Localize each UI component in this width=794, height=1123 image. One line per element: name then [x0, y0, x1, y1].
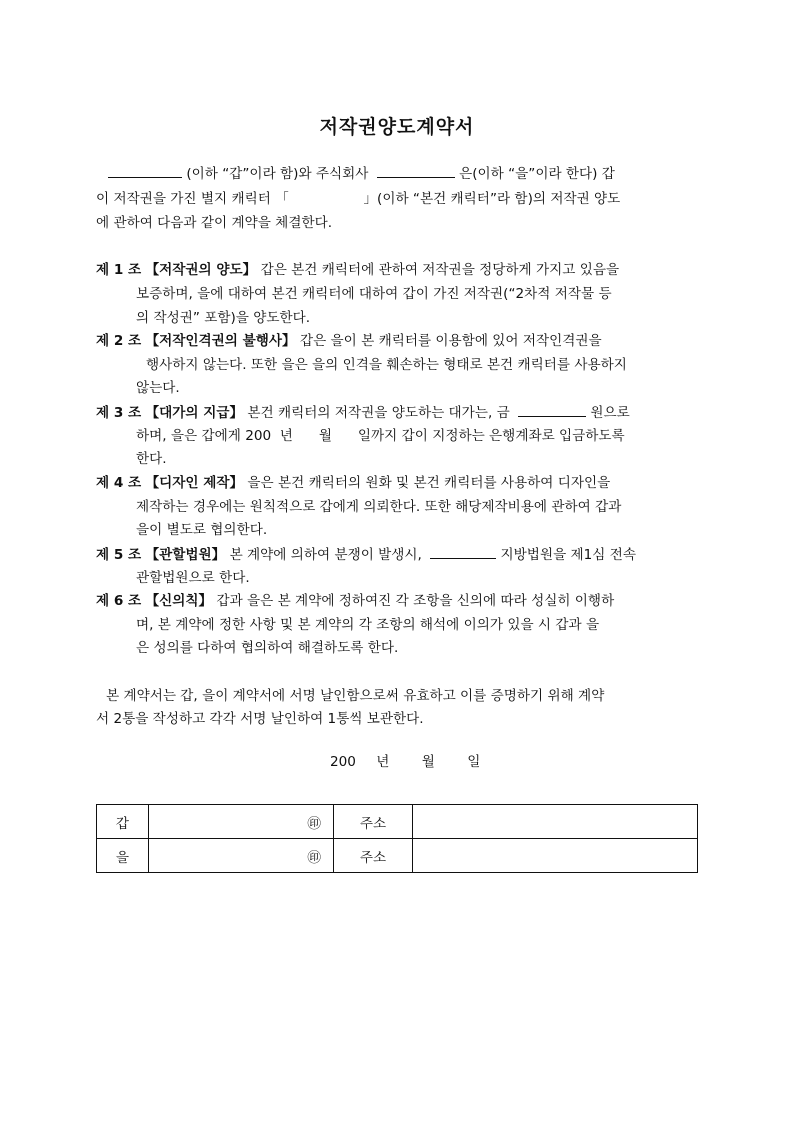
article-1-line-1	[96, 260, 698, 280]
article-3-label: 제 3 조	[96, 405, 142, 421]
intro-line-2-a: 이 저작권을 가진 별지 캐릭터 「	[96, 191, 289, 207]
article-3-text-1b: 원으로	[590, 405, 630, 421]
article-6-heading: 【신의칙】	[145, 593, 213, 609]
article-5-text-1: 본 계약에 의하여 분쟁이 발생시,	[229, 547, 422, 563]
article-1-label: 제 1 조	[96, 262, 142, 278]
date-year: 200	[330, 754, 356, 770]
article-2-heading: 【저작인격권의 불행사】	[145, 333, 296, 349]
table-row	[97, 805, 698, 839]
article-5-label: 제 5 조	[96, 547, 142, 563]
article-4-line-3: 을이 별도로 협의한다.	[136, 522, 268, 538]
article-6-line-1	[96, 591, 698, 611]
contract-date	[330, 752, 480, 772]
date-month-unit: 월	[421, 754, 435, 770]
article-3-line-3: 한다.	[136, 451, 167, 467]
date-year-unit: 년	[376, 754, 390, 770]
article-1-heading: 【저작권의 양도】	[145, 262, 257, 278]
article-4-line-1	[96, 473, 698, 493]
article-3-line-1	[96, 402, 698, 423]
document-title: 저작권양도계약서	[319, 116, 475, 138]
payment-amount-blank[interactable]	[518, 402, 586, 417]
article-2-line-2: 행사하지 않는다. 또한 을은 을의 인격을 훼손하는 형태로 본건 캐릭터를 사용하지	[146, 357, 627, 373]
article-2-text-1: 갑은 을이 본 캐릭터를 이용함에 있어 저작인격권을	[299, 333, 602, 349]
article-1-line-3: 의 작성권” 포함)을 양도한다.	[136, 310, 311, 326]
party-cell: 갑	[97, 805, 149, 839]
article-4-line-2: 제작하는 경우에는 원칙적으로 갑에게 의뢰한다. 또한 해당제작비용에 관하여 갑과	[136, 499, 622, 515]
seal-cell[interactable]	[149, 839, 334, 873]
article-5-line-2: 관할법원으로 한다.	[136, 570, 250, 586]
article-4-heading: 【디자인 제작】	[145, 475, 244, 491]
article-5-line-1	[96, 544, 698, 565]
article-4-label: 제 4 조	[96, 475, 142, 491]
closing-line-2: 서 2통을 작성하고 각각 서명 날인하여 1통씩 보관한다.	[96, 711, 424, 727]
seal-icon: ㊞	[307, 815, 321, 832]
article-6-line-3: 은 성의를 다하여 협의하여 해결하도록 한다.	[136, 640, 399, 656]
article-5-text-1b: 지방법원을 제1심 전속	[500, 547, 637, 563]
intro-line-1	[108, 163, 698, 184]
article-3-heading: 【대가의 지급】	[145, 405, 244, 421]
address-cell[interactable]	[413, 839, 698, 873]
article-4-text-1: 을은 본건 캐릭터의 원화 및 본건 캐릭터를 사용하여 디자인을	[247, 475, 611, 491]
article-5-heading: 【관할법원】	[145, 547, 226, 563]
article-2-line-3: 않는다.	[136, 380, 180, 396]
table-row	[97, 839, 698, 873]
article-3-text-1: 본건 캐릭터의 저작권을 양도하는 대가는, 금	[247, 405, 510, 421]
court-name-blank[interactable]	[430, 544, 496, 559]
address-label-cell: 주소	[334, 839, 413, 873]
article-2-label: 제 2 조	[96, 333, 142, 349]
signature-table	[96, 804, 698, 873]
article-6-label: 제 6 조	[96, 593, 142, 609]
article-2-line-1	[96, 331, 698, 351]
address-cell[interactable]	[413, 805, 698, 839]
article-6-text-1: 갑과 을은 본 계약에 정하여진 각 조항을 신의에 따라 성실히 이행하	[216, 593, 615, 609]
address-label-cell: 주소	[334, 805, 413, 839]
intro-line-1-b: 은(이하 “을”이라 한다) 갑	[459, 166, 615, 182]
article-1-line-2: 보증하며, 을에 대하여 본건 캐릭터에 대하여 갑이 가진 저작권(“2차적 저작물 등	[136, 286, 612, 302]
intro-line-3: 에 관하여 다음과 같이 계약을 체결한다.	[96, 215, 333, 231]
party-cell: 을	[97, 839, 149, 873]
seal-cell[interactable]	[149, 805, 334, 839]
article-3-line-2: 하며, 을은 갑에게 200 년 월 일까지 갑이 지정하는 은행계좌로 입금하도록	[136, 428, 625, 444]
party-a-name-blank[interactable]	[108, 163, 182, 178]
intro-line-2	[96, 189, 698, 209]
intro-line-1-a: (이하 “갑”이라 함)와 주식회사	[186, 166, 369, 182]
article-1-text-1: 갑은 본건 캐릭터에 관하여 저작권을 정당하게 가지고 있음을	[260, 262, 620, 278]
intro-line-2-b: 」(이하 “본건 캐릭터”라 함)의 저작권 양도	[363, 191, 621, 207]
company-name-blank[interactable]	[377, 163, 455, 178]
article-6-line-2: 며, 본 계약에 정한 사항 및 본 계약의 각 조항의 해석에 이의가 있을 시 갑과 을	[136, 617, 600, 633]
seal-icon: ㊞	[307, 849, 321, 866]
date-day-unit: 일	[467, 754, 481, 770]
closing-line-1: 본 계약서는 갑, 을이 계약서에 서명 날인함으로써 유효하고 이를 증명하기 위해 계약	[106, 688, 605, 704]
